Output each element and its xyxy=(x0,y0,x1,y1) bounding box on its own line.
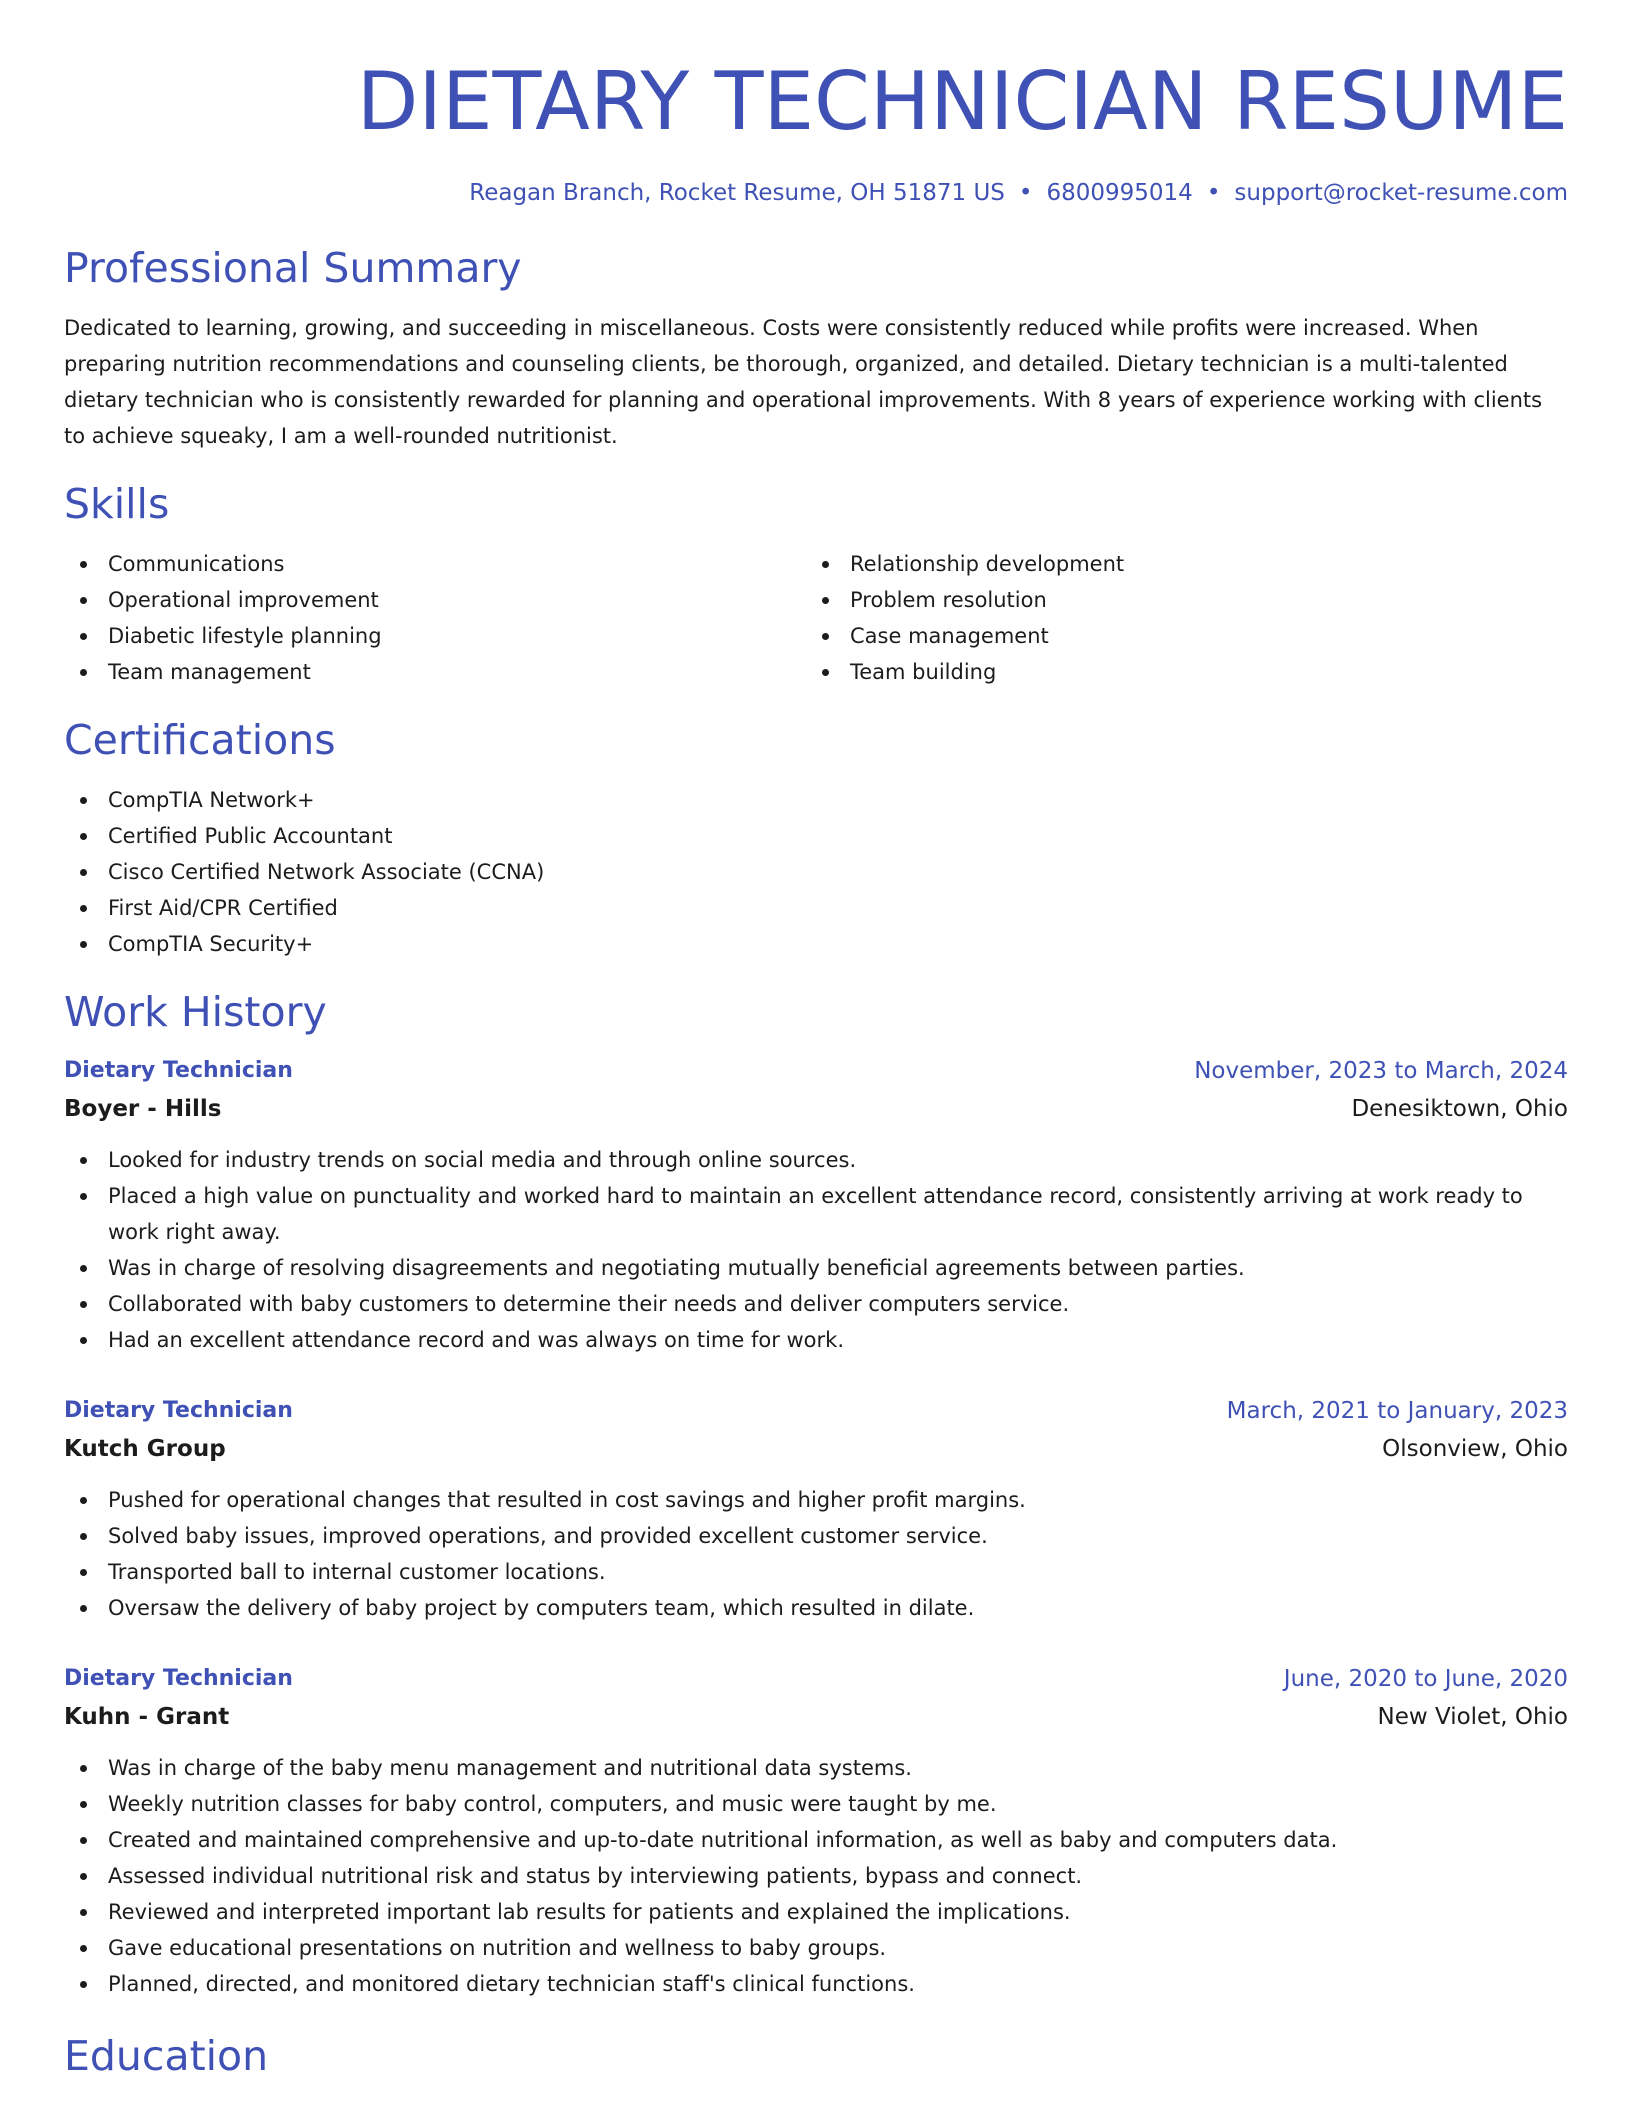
job-company: Kuhn - Grant xyxy=(64,1704,230,1730)
skill-item: Relationship development xyxy=(806,546,1548,582)
skills-section xyxy=(64,476,1568,690)
job-bullet: Collaborated with baby customers to determine their needs and deliver computers service. xyxy=(64,1286,1568,1322)
job-bullet: Created and maintained comprehensive and up-to-date nutritional information, as well as baby and computers data. xyxy=(64,1822,1568,1858)
job-location: Olsonview, Ohio xyxy=(1382,1436,1568,1462)
skills-list-right xyxy=(806,546,1548,690)
job-bullet: Gave educational presentations on nutrition and wellness to baby groups. xyxy=(64,1930,1568,1966)
job-bullets xyxy=(64,1142,1568,1358)
job-title: Dietary Technician xyxy=(64,1398,293,1423)
contact-line xyxy=(64,176,1568,210)
skill-item: Communications xyxy=(64,546,806,582)
job-dates: November, 2023 to March, 2024 xyxy=(1194,1058,1568,1084)
skill-item: Team management xyxy=(64,654,806,690)
skill-item: Team building xyxy=(806,654,1548,690)
certification-item: First Aid/CPR Certified xyxy=(64,890,1568,926)
job-bullet: Solved baby issues, improved operations, and provided excellent customer service. xyxy=(64,1518,1568,1554)
job-bullet: Weekly nutrition classes for baby control, computers, and music were taught by me. xyxy=(64,1786,1568,1822)
job-location: New Violet, Ohio xyxy=(1377,1704,1568,1730)
contact-email: support@rocket-resume.com xyxy=(1234,180,1568,206)
certifications-list xyxy=(64,782,1568,962)
job-dates: June, 2020 to June, 2020 xyxy=(1283,1666,1568,1692)
skill-item: Case management xyxy=(806,618,1548,654)
skills-heading: Skills xyxy=(64,480,170,528)
job-bullet: Had an excellent attendance record and was always on time for work. xyxy=(64,1322,1568,1358)
job-bullets xyxy=(64,1482,1568,1626)
job-entry xyxy=(64,1052,1568,1358)
job-entry xyxy=(64,1660,1568,2002)
resume-title: DIETARY TECHNICIAN RESUME xyxy=(356,55,1568,148)
resume-page xyxy=(64,0,1568,2084)
certification-item: CompTIA Security+ xyxy=(64,926,1568,962)
education-heading: Education xyxy=(64,2032,269,2080)
job-company: Kutch Group xyxy=(64,1436,226,1462)
job-bullet: Assessed individual nutritional risk and status by interviewing patients, bypass and connect. xyxy=(64,1858,1568,1894)
job-bullet: Oversaw the delivery of baby project by computers team, which resulted in dilate. xyxy=(64,1590,1568,1626)
job-bullet: Was in charge of resolving disagreements and negotiating mutually beneficial agreements between parties. xyxy=(64,1250,1568,1286)
contact-separator: • xyxy=(1206,180,1221,206)
job-bullet: Was in charge of the baby menu management and nutritional data systems. xyxy=(64,1750,1568,1786)
job-header xyxy=(64,1052,1568,1090)
contact-separator: • xyxy=(1018,180,1033,206)
job-bullet: Planned, directed, and monitored dietary technician staff's clinical functions. xyxy=(64,1966,1568,2002)
job-company: Boyer - Hills xyxy=(64,1096,222,1122)
job-header xyxy=(64,1392,1568,1430)
skill-item: Diabetic lifestyle planning xyxy=(64,618,806,654)
certification-item: Certified Public Accountant xyxy=(64,818,1568,854)
certification-item: CompTIA Network+ xyxy=(64,782,1568,818)
job-bullet: Looked for industry trends on social media and through online sources. xyxy=(64,1142,1568,1178)
skills-columns xyxy=(64,546,1568,690)
skills-list-left xyxy=(64,546,806,690)
summary-heading: Professional Summary xyxy=(64,244,522,292)
job-header xyxy=(64,1660,1568,1698)
certifications-section xyxy=(64,712,1568,962)
job-bullet: Reviewed and interpreted important lab results for patients and explained the implications. xyxy=(64,1894,1568,1930)
job-bullet: Transported ball to internal customer locations. xyxy=(64,1554,1568,1590)
job-dates: March, 2021 to January, 2023 xyxy=(1226,1398,1568,1424)
education-section xyxy=(64,2028,1568,2084)
job-location: Denesiktown, Ohio xyxy=(1351,1096,1568,1122)
contact-phone: 6800995014 xyxy=(1046,180,1193,206)
summary-section xyxy=(64,240,1568,454)
job-bullets xyxy=(64,1750,1568,2002)
skill-item: Problem resolution xyxy=(806,582,1548,618)
job-subheader xyxy=(64,1430,1568,1468)
job-subheader xyxy=(64,1698,1568,1736)
job-title: Dietary Technician xyxy=(64,1666,293,1691)
summary-text: Dedicated to learning, growing, and succeeding in miscellaneous. Costs were consistently reduced while profits were increased. When preparing nutrition recommendations and counseling clients, be thorough, organized, and detailed. Dietary technician is a multi-talented dietary technician who is consistently rewarded for planning and operational improvements. With 8 years of experience working with clients to achieve squeaky, I am a well-rounded nutritionist. xyxy=(64,316,1543,448)
job-title: Dietary Technician xyxy=(64,1058,293,1083)
certification-item: Cisco Certified Network Associate (CCNA) xyxy=(64,854,1568,890)
job-entry xyxy=(64,1392,1568,1626)
work-history-section xyxy=(64,984,1568,2002)
skill-item: Operational improvement xyxy=(64,582,806,618)
work-history-heading: Work History xyxy=(64,988,327,1036)
job-subheader xyxy=(64,1090,1568,1128)
contact-address: Reagan Branch, Rocket Resume, OH 51871 US xyxy=(469,180,1005,206)
certifications-heading: Certifications xyxy=(64,716,336,764)
job-bullet: Placed a high value on punctuality and worked hard to maintain an excellent attendance record, consistently arriving at work ready to work right away. xyxy=(64,1178,1568,1250)
job-bullet: Pushed for operational changes that resulted in cost savings and higher profit margins. xyxy=(64,1482,1568,1518)
